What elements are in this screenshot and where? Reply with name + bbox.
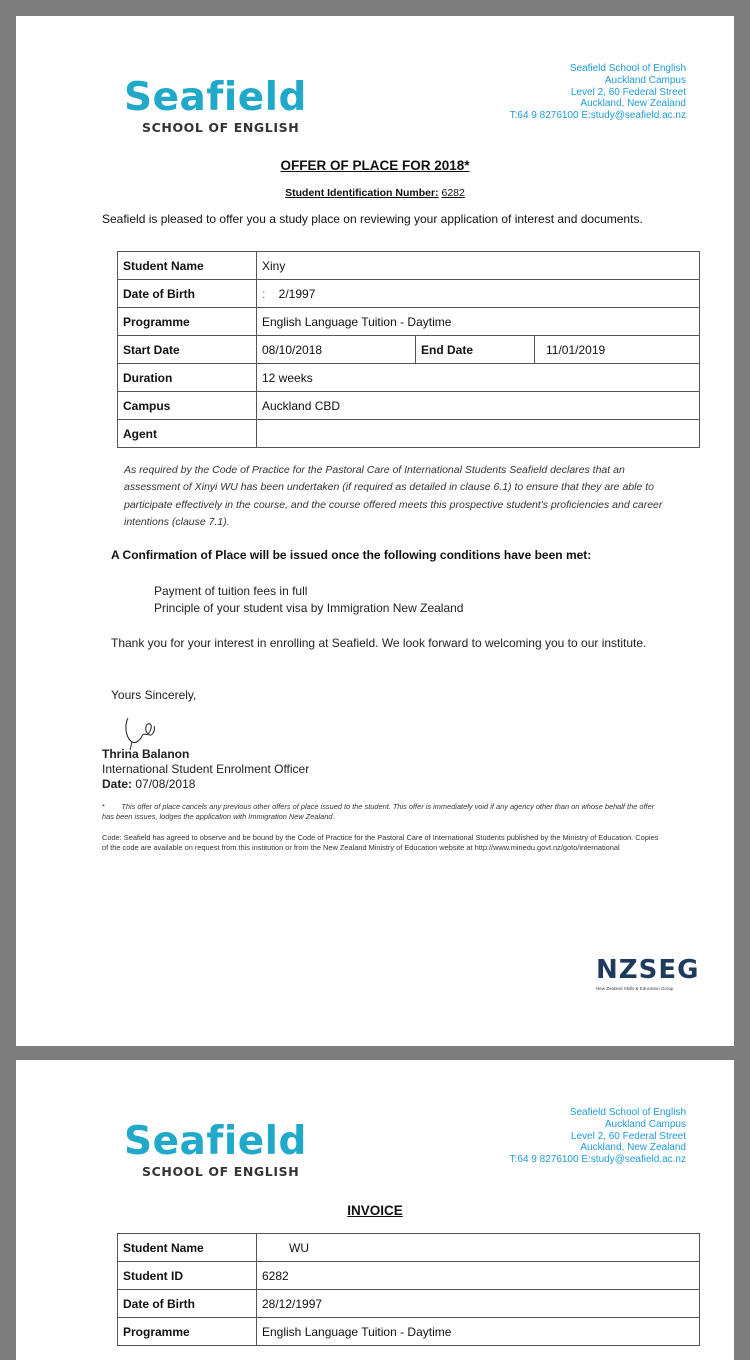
invoice-table [117,1233,700,1346]
confirmation-heading: A Confirmation of Place will be issued once the following conditions have been met: [111,548,592,562]
table-row: Agent [118,420,700,448]
offer-details-table [117,251,700,448]
table-row: Programme English Language Tuition - Daytime [118,308,700,336]
school-address: Seafield School of English Auckland Campus Level 2, 60 Federal Street Auckland, New Zealand T:64 9 8276100 E:study@seafield.ac.nz [509,63,686,122]
offer-page [16,16,734,1046]
closing-text: Yours Sincerely, [111,688,197,702]
dob-value: 28/12/1997 [257,1290,700,1318]
table-row: Date of Birth 28/12/1997 [118,1290,700,1318]
offer-intro: Seafield is pleased to offer you a study place on reviewing your application of interest and documents. [102,212,643,226]
student-id-line: Student Identification Number: 6282 [285,187,465,199]
start-date-value: 08/10/2018 [257,336,416,364]
student-id-value: 6282 [257,1262,700,1290]
duration-value: 12 weeks [257,364,700,392]
thanks-text: Thank you for your interest in enrolling at Seafield. We look forward to welcoming you to our institute. [111,636,647,650]
programme-value: English Language Tuition - Daytime [257,308,700,336]
student-name-value: Xiny [262,258,286,273]
programme-value: English Language Tuition - Daytime [257,1318,700,1346]
table-row: Student Name Xiny [118,252,700,280]
conditions-list [154,583,463,617]
school-address: Seafield School of English Auckland Campus Level 2, 60 Federal Street Auckland, New Zealand T:64 9 8276100 E:study@seafield.ac.nz [509,1107,686,1166]
seafield-logo: Seafield SCHOOL OF ENGLISH [124,75,307,135]
offer-date: Date: 07/08/2018 [102,777,196,791]
code-of-practice-text: Code: Seafield has agreed to observe and be bound by the Code of Practice for the Pastoral Care of International Students published by the Ministry of Education. Copies of the code are available on request from this institution or from the New Zealand Ministry of Education website at http://www.minedu.govt.nz/goto/international [102,833,659,852]
seafield-logo: Seafield SCHOOL OF ENGLISH [124,1119,307,1179]
table-row: Programme English Language Tuition - Daytime [118,1318,700,1346]
agent-value [257,420,700,448]
nzseg-logo: NZSEG New Zealand Skills & Education Group [596,955,700,991]
table-row: Start Date 08/10/2018 End Date 11/01/2019 [118,336,700,364]
end-date-value: 11/01/2019 [535,336,700,364]
list-item: Payment of tuition fees in full [154,584,308,598]
table-row: Duration 12 weeks [118,364,700,392]
student-name-value: WU [257,1234,700,1262]
campus-value: Auckland CBD [257,392,700,420]
signer-role: International Student Enrolment Officer [102,762,310,776]
signer-name: Thrina Balanon [102,747,190,761]
pastoral-care-text: As required by the Code of Practice for the Pastoral Care of International Students Seafield declares that an assessment of Xinyi WU has been undertaken (if required as detailed in clause 6.1) to ensure that they are able to participate effectively in the course, and the course offered meets this prospective student's proficiencies and career intentions (clause 7.1). [124,464,663,529]
offer-title: OFFER OF PLACE FOR 2018* [280,158,470,173]
invoice-title: INVOICE [347,1203,403,1218]
table-row: Campus Auckland CBD [118,392,700,420]
table-row: Student ID 6282 [118,1262,700,1290]
footnote: * This offer of place cancels any previous other offers of place issued to the student. This offer is immediately void if any agency other than on whose behalf the offer has been issues, lodges the application with Immigration New Zealand. [102,802,655,821]
dob-value: 2/1997 [278,286,316,301]
invoice-page [16,1060,734,1360]
list-item: Principle of your student visa by Immigration New Zealand [154,601,464,615]
table-row: Date of Birth : 2/1997 [118,280,700,308]
signature-image [120,712,160,752]
table-row: Student Name WU [118,1234,700,1262]
